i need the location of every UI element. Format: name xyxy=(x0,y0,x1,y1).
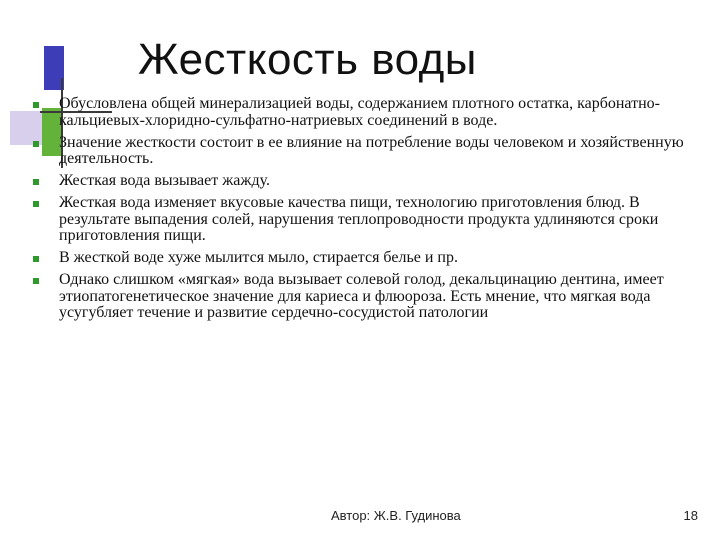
bullet-item xyxy=(30,173,700,190)
bullet-marker-icon xyxy=(33,201,39,207)
bullet-item xyxy=(30,195,700,245)
bullet-text: Значение жесткости состоит в ее влияние на потребление воды человеком и хозяйственную деятельность. xyxy=(59,133,684,167)
bullet-text: Жесткая вода вызывает жажду. xyxy=(59,172,270,189)
bullet-item xyxy=(30,272,700,322)
bullet-text: В жесткой воде хуже мылится мыло, стирается белье и пр. xyxy=(59,249,458,266)
bullet-list xyxy=(30,96,700,327)
bullet-text: Жесткая вода изменяет вкусовые качества пищи, технологию приготовления блюд. В результате выпадения солей, нарушения теплопроводности продукта удлиняются сроки приготовления пищи. xyxy=(59,194,659,244)
bullet-marker-icon xyxy=(33,141,39,147)
bullet-text: Обусловлена общей минерализацией воды, содержанием плотного остатка, карбонатно-кальциевых-хлоридно-сульфатно-натриевых соединений в воде. xyxy=(59,95,660,129)
bullet-marker-icon xyxy=(33,256,39,262)
bullet-item xyxy=(30,135,700,168)
bullet-text: Однако слишком «мягкая» вода вызывает солевой голод, декальцинацию дентина, имеет этиопатогенетическое значение для кариеса и флюороза. Есть мнение, что мягкая вода усугубляет течение и развитие сердечно-сосудистой патологии xyxy=(59,271,664,321)
bullet-marker-icon xyxy=(33,179,39,185)
bullet-item xyxy=(30,96,700,129)
bullet-item xyxy=(30,250,700,267)
footer-author: Автор: Ж.В. Гудинова xyxy=(331,508,461,523)
page-number: 18 xyxy=(683,508,698,523)
slide-title: Жесткость воды xyxy=(138,35,477,84)
bullet-marker-icon xyxy=(33,102,39,108)
bullet-marker-icon xyxy=(33,278,39,284)
